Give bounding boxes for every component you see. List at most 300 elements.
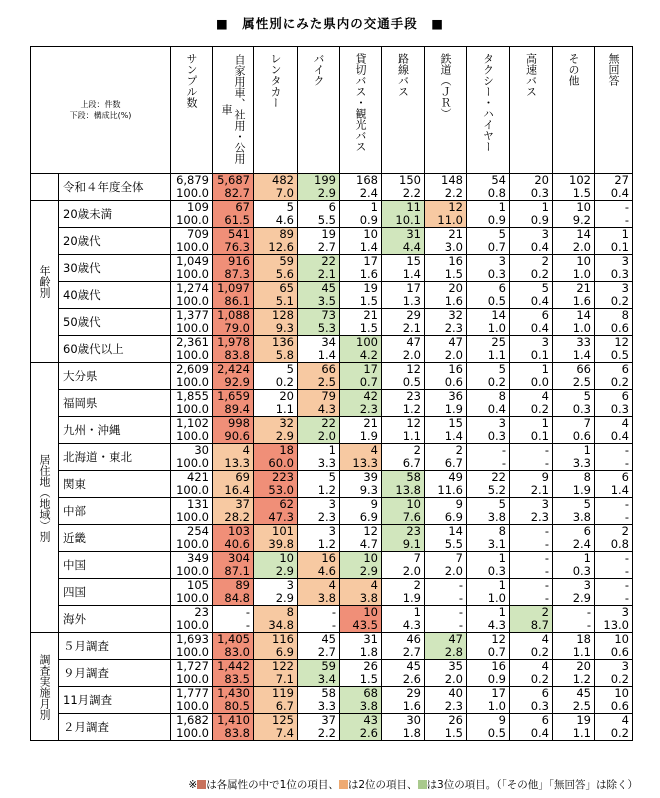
count-cell: 2	[595, 525, 633, 539]
count-cell: 10	[595, 687, 633, 701]
ratio-cell: 0.6	[425, 376, 467, 390]
count-cell: 3	[254, 579, 298, 593]
count-cell: 14	[553, 228, 595, 242]
table-row	[31, 336, 633, 350]
count-cell: 1,442	[213, 660, 254, 674]
count-cell: 32	[254, 417, 298, 431]
ratio-cell: 1.0	[467, 592, 510, 606]
count-cell: 136	[254, 336, 298, 350]
count-cell: 1	[553, 444, 595, 458]
ratio-cell: 1.1	[553, 727, 595, 741]
count-cell: 31	[382, 228, 425, 242]
ratio-cell: 53.0	[254, 484, 298, 498]
count-cell: 14	[467, 309, 510, 323]
group-label-cell	[31, 633, 59, 741]
count-cell: 19	[553, 714, 595, 728]
ratio-cell: 1.8	[340, 646, 382, 660]
count-cell: 17	[467, 687, 510, 701]
legend-note	[0, 777, 638, 792]
ratio-cell: 2.2	[298, 727, 340, 741]
count-cell: 25	[467, 336, 510, 350]
group-label-cell	[31, 201, 59, 363]
row-label: 20歳代	[59, 228, 171, 255]
ratio-cell: 0.6	[595, 322, 633, 336]
ratio-cell: 1.6	[340, 268, 382, 282]
count-cell: 17	[340, 363, 382, 377]
row-label: 30歳代	[59, 255, 171, 282]
ratio-cell: 1.0	[553, 322, 595, 336]
count-cell: 3	[595, 660, 633, 674]
ratio-cell: 0.3	[595, 403, 633, 417]
ratio-cell: 100.0	[171, 403, 213, 417]
rank3-swatch	[418, 780, 427, 789]
count-cell: 5	[254, 363, 298, 377]
table-row	[31, 174, 633, 188]
count-cell: 3	[298, 498, 340, 512]
count-cell: 3	[510, 228, 553, 242]
ratio-cell: 34.8	[254, 619, 298, 633]
ratio-cell: 0.6	[595, 646, 633, 660]
table-row	[31, 525, 633, 539]
ratio-cell: 0.7	[340, 376, 382, 390]
ratio-cell: 6.7	[382, 457, 425, 471]
ratio-cell: 0.3	[553, 565, 595, 579]
ratio-cell: 3.8	[298, 592, 340, 606]
note-prefix: ※	[188, 779, 198, 791]
count-cell: 150	[382, 174, 425, 188]
count-cell: 131	[171, 498, 213, 512]
count-cell: 49	[425, 471, 467, 485]
ratio-cell: 12.6	[254, 241, 298, 255]
ratio-cell: 83.0	[213, 646, 254, 660]
count-cell: 4	[595, 417, 633, 431]
ratio-cell: 87.3	[213, 268, 254, 282]
count-cell: 46	[382, 633, 425, 647]
count-cell: 14	[553, 309, 595, 323]
row-label: 大分県	[59, 363, 171, 390]
ratio-cell: 100.0	[171, 484, 213, 498]
table-row	[31, 309, 633, 323]
ratio-cell: -	[467, 457, 510, 471]
ratio-cell: 100.0	[171, 376, 213, 390]
count-cell: 1,274	[171, 282, 213, 296]
count-cell: 45	[298, 282, 340, 296]
col-header-route-bus: 路線バス	[382, 47, 425, 174]
ratio-cell: 1.6	[553, 295, 595, 309]
ratio-cell: 4.6	[298, 565, 340, 579]
ratio-cell: 100.0	[171, 619, 213, 633]
count-cell: 15	[382, 255, 425, 269]
count-cell: 18	[254, 444, 298, 458]
count-cell: 43	[340, 714, 382, 728]
ratio-cell: 1.1	[382, 430, 425, 444]
count-cell: 29	[382, 687, 425, 701]
ratio-cell: 0.3	[467, 430, 510, 444]
ratio-cell: 1.2	[298, 538, 340, 552]
row-label: 20歳未満	[59, 201, 171, 228]
count-cell: 1	[510, 201, 553, 215]
ratio-cell: 1.2	[382, 403, 425, 417]
count-cell: 23	[171, 606, 213, 620]
count-cell: 122	[254, 660, 298, 674]
ratio-cell: 0.1	[510, 430, 553, 444]
count-cell: 73	[298, 309, 340, 323]
count-cell: 1	[340, 201, 382, 215]
count-cell: 10	[254, 552, 298, 566]
ratio-cell: 1.4	[553, 349, 595, 363]
table-row	[31, 363, 633, 377]
count-cell: 67	[213, 201, 254, 215]
count-cell: 349	[171, 552, 213, 566]
count-cell: 6	[510, 309, 553, 323]
count-cell: 8	[467, 525, 510, 539]
count-cell: 1,097	[213, 282, 254, 296]
ratio-cell: 13.0	[595, 619, 633, 633]
count-cell: 1	[382, 606, 425, 620]
ratio-cell: 2.7	[382, 646, 425, 660]
ratio-cell: 0.7	[467, 646, 510, 660]
count-cell: 1,727	[171, 660, 213, 674]
ratio-cell: 60.0	[254, 457, 298, 471]
ratio-cell: 3.1	[467, 538, 510, 552]
count-cell: 33	[553, 336, 595, 350]
ratio-cell: 0.1	[595, 241, 633, 255]
ratio-cell: 3.3	[298, 457, 340, 471]
count-cell: 1,430	[213, 687, 254, 701]
count-cell: 1,682	[171, 714, 213, 728]
count-cell: 5	[254, 201, 298, 215]
count-cell: 35	[425, 660, 467, 674]
ratio-cell: 92.9	[213, 376, 254, 390]
ratio-cell: 0.9	[467, 214, 510, 228]
ratio-cell: 0.5	[467, 295, 510, 309]
count-cell: 5	[510, 282, 553, 296]
ratio-cell: 1.8	[382, 727, 425, 741]
count-cell: 2	[510, 606, 553, 620]
row-label: 40歳代	[59, 282, 171, 309]
ratio-cell: 90.6	[213, 430, 254, 444]
ratio-cell: 6.9	[340, 511, 382, 525]
ratio-cell: 0.3	[510, 187, 553, 201]
count-cell: 6	[510, 714, 553, 728]
ratio-cell: 28.2	[213, 511, 254, 525]
ratio-cell: 86.1	[213, 295, 254, 309]
ratio-cell: 0.7	[467, 241, 510, 255]
ratio-cell: 2.3	[298, 511, 340, 525]
count-cell: 1,405	[213, 633, 254, 647]
table-row	[31, 228, 633, 242]
ratio-cell: 13.3	[213, 457, 254, 471]
count-cell: 21	[425, 228, 467, 242]
ratio-cell: 5.2	[467, 484, 510, 498]
count-cell: -	[425, 579, 467, 593]
row-label: 近畿	[59, 525, 171, 552]
ratio-cell: 9.3	[340, 484, 382, 498]
count-cell: 2,424	[213, 363, 254, 377]
count-cell: 12	[382, 417, 425, 431]
ratio-cell: 2.9	[553, 592, 595, 606]
count-cell: 7	[382, 552, 425, 566]
ratio-cell: 2.5	[298, 376, 340, 390]
ratio-cell: 82.7	[213, 187, 254, 201]
ratio-cell: 2.9	[254, 592, 298, 606]
ratio-cell: 2.1	[382, 322, 425, 336]
count-cell: 5	[467, 498, 510, 512]
ratio-cell: 6.7	[254, 700, 298, 714]
ratio-cell: 2.6	[382, 673, 425, 687]
count-cell: 10	[553, 255, 595, 269]
ratio-cell: -	[595, 565, 633, 579]
table-row	[31, 606, 633, 620]
ratio-cell: 1.5	[425, 268, 467, 282]
count-cell: 12	[467, 633, 510, 647]
ratio-cell: -	[425, 592, 467, 606]
ratio-cell: 100.0	[171, 349, 213, 363]
count-cell: 1	[467, 552, 510, 566]
ratio-cell: 87.1	[213, 565, 254, 579]
row-label: 令和４年度全体	[59, 174, 171, 201]
ratio-cell: 1.9	[553, 484, 595, 498]
ratio-cell: 0.4	[595, 430, 633, 444]
count-cell: -	[425, 606, 467, 620]
ratio-cell: 100.0	[171, 295, 213, 309]
ratio-cell: 0.0	[510, 376, 553, 390]
ratio-cell: 1.9	[425, 403, 467, 417]
ratio-cell: 5.6	[254, 268, 298, 282]
group-label: 年齢別	[38, 265, 51, 298]
ratio-cell: 10.1	[382, 214, 425, 228]
ratio-cell: 0.3	[467, 268, 510, 282]
ratio-cell: 2.0	[553, 241, 595, 255]
count-cell: 5,687	[213, 174, 254, 188]
count-cell: 10	[382, 498, 425, 512]
ratio-cell: 11.0	[425, 214, 467, 228]
count-cell: 11	[382, 201, 425, 215]
ratio-cell: 0.5	[382, 376, 425, 390]
note-rank3: は3位の項目。（「その他」「無回答」は除く）	[426, 779, 638, 791]
ratio-cell: -	[595, 457, 633, 471]
ratio-cell: -	[298, 619, 340, 633]
count-cell: 59	[298, 660, 340, 674]
count-cell: 58	[298, 687, 340, 701]
ratio-cell: 3.5	[298, 295, 340, 309]
count-cell: 109	[171, 201, 213, 215]
ratio-cell: 3.8	[467, 511, 510, 525]
count-cell: 62	[254, 498, 298, 512]
count-cell: -	[595, 498, 633, 512]
ratio-cell: 89.4	[213, 403, 254, 417]
note-rank1: は各属性の中で1位の項目、	[206, 779, 339, 791]
ratio-cell: 0.4	[595, 187, 633, 201]
ratio-cell: 3.3	[298, 700, 340, 714]
row-label: 中国	[59, 552, 171, 579]
col-header-motorbike: バイク	[298, 47, 340, 174]
count-cell: 1	[467, 606, 510, 620]
ratio-cell: 1.4	[382, 268, 425, 282]
count-cell: 16	[467, 660, 510, 674]
count-cell: 3	[595, 606, 633, 620]
ratio-cell: 2.3	[340, 403, 382, 417]
count-cell: 10	[340, 606, 382, 620]
col-header-charter-bus: 貸切バス・観光バス	[340, 47, 382, 174]
count-cell: -	[510, 579, 553, 593]
count-cell: 1,693	[171, 633, 213, 647]
count-cell: 12	[425, 201, 467, 215]
ratio-cell: 5.8	[254, 349, 298, 363]
count-cell: 21	[340, 417, 382, 431]
ratio-cell: 9.2	[553, 214, 595, 228]
count-cell: 1,978	[213, 336, 254, 350]
col-header-sample: サンプル数	[171, 47, 213, 174]
table-row	[31, 552, 633, 566]
row-label: 海外	[59, 606, 171, 633]
ratio-cell: 2.3	[425, 700, 467, 714]
count-cell: 6	[553, 525, 595, 539]
ratio-cell: 2.0	[425, 673, 467, 687]
count-cell: 998	[213, 417, 254, 431]
count-cell: 6	[595, 471, 633, 485]
col-header-railway: 鉄道（ＪＲ）	[425, 47, 467, 174]
ratio-cell: 0.6	[553, 430, 595, 444]
count-cell: 10	[595, 633, 633, 647]
ratio-cell: 2.9	[254, 430, 298, 444]
ratio-cell: 7.1	[254, 673, 298, 687]
count-cell: 6	[298, 201, 340, 215]
count-cell: 7	[425, 552, 467, 566]
count-cell: 47	[425, 633, 467, 647]
ratio-cell: 0.3	[595, 268, 633, 282]
count-cell: 709	[171, 228, 213, 242]
ratio-cell: 0.2	[510, 673, 553, 687]
ratio-cell: -	[213, 619, 254, 633]
count-cell: 6	[595, 390, 633, 404]
ratio-cell: 83.5	[213, 673, 254, 687]
count-cell: 12	[595, 336, 633, 350]
count-cell: 22	[467, 471, 510, 485]
ratio-cell: 1.3	[382, 295, 425, 309]
ratio-cell: -	[595, 592, 633, 606]
count-cell: 10	[340, 552, 382, 566]
count-cell: 3	[553, 579, 595, 593]
count-cell: 20	[425, 282, 467, 296]
count-cell: 102	[553, 174, 595, 188]
count-cell: 16	[298, 552, 340, 566]
ratio-cell: 100.0	[171, 673, 213, 687]
ratio-cell: 0.8	[467, 187, 510, 201]
rank2-swatch	[339, 780, 348, 789]
count-cell: 26	[425, 714, 467, 728]
count-cell: 29	[382, 309, 425, 323]
count-cell: 39	[340, 471, 382, 485]
count-cell: 2,609	[171, 363, 213, 377]
ratio-cell: 2.0	[382, 349, 425, 363]
ratio-cell: 80.5	[213, 700, 254, 714]
count-cell: 15	[425, 417, 467, 431]
count-cell: 12	[382, 363, 425, 377]
count-cell: 89	[213, 579, 254, 593]
page-title: ■ 属性別にみた県内の交通手段 ■	[215, 16, 445, 31]
count-cell: 20	[553, 660, 595, 674]
ratio-cell: 1.2	[553, 673, 595, 687]
count-cell: 2	[382, 444, 425, 458]
count-cell: 5	[553, 390, 595, 404]
count-cell: 4	[595, 714, 633, 728]
ratio-cell: 0.3	[553, 403, 595, 417]
ratio-cell: 6.7	[425, 457, 467, 471]
ratio-cell: 0.3	[467, 565, 510, 579]
row-label: ９月調査	[59, 660, 171, 687]
transport-table	[30, 46, 633, 741]
ratio-cell: 100.0	[171, 214, 213, 228]
ratio-cell: 1.1	[254, 403, 298, 417]
ratio-cell: 3.8	[340, 592, 382, 606]
ratio-cell: 3.0	[425, 241, 467, 255]
ratio-cell: 100.0	[171, 646, 213, 660]
ratio-cell: -	[510, 538, 553, 552]
count-cell: 26	[340, 660, 382, 674]
group-label: 居住地（地域）別	[38, 453, 51, 542]
ratio-cell: 2.0	[425, 565, 467, 579]
ratio-cell: 2.7	[298, 241, 340, 255]
ratio-cell: 0.4	[510, 241, 553, 255]
count-cell: 2,361	[171, 336, 213, 350]
count-cell: 66	[553, 363, 595, 377]
count-cell: 89	[254, 228, 298, 242]
count-cell: 45	[298, 633, 340, 647]
count-cell: 9	[425, 498, 467, 512]
row-label: ２月調査	[59, 714, 171, 741]
ratio-cell: -	[595, 214, 633, 228]
count-cell: 1	[467, 579, 510, 593]
ratio-cell: 40.6	[213, 538, 254, 552]
ratio-cell: -	[510, 592, 553, 606]
count-cell: 4	[340, 444, 382, 458]
count-cell: 1,410	[213, 714, 254, 728]
ratio-cell: 100.0	[171, 592, 213, 606]
ratio-cell: 3.4	[298, 673, 340, 687]
count-cell: 47	[425, 336, 467, 350]
ratio-cell: 4.7	[340, 538, 382, 552]
ratio-cell: 5.5	[298, 214, 340, 228]
count-cell: 304	[213, 552, 254, 566]
group-label-cell	[31, 363, 59, 633]
count-cell: 1	[510, 363, 553, 377]
count-cell: 148	[425, 174, 467, 188]
count-cell: 17	[382, 282, 425, 296]
ratio-cell: 0.6	[595, 700, 633, 714]
ratio-cell: 3.3	[553, 457, 595, 471]
row-label: 中部	[59, 498, 171, 525]
count-cell: 1,777	[171, 687, 213, 701]
count-cell: 128	[254, 309, 298, 323]
count-cell: 19	[340, 282, 382, 296]
ratio-cell: 1.1	[553, 646, 595, 660]
count-cell: -	[298, 606, 340, 620]
ratio-cell: 2.3	[425, 322, 467, 336]
ratio-cell: 1.2	[298, 484, 340, 498]
table-row	[31, 687, 633, 701]
count-cell: 1,377	[171, 309, 213, 323]
count-cell: 116	[254, 633, 298, 647]
count-cell: 1,049	[171, 255, 213, 269]
count-cell: 1	[467, 201, 510, 215]
count-cell: -	[510, 552, 553, 566]
ratio-cell: 100.0	[171, 565, 213, 579]
count-cell: 125	[254, 714, 298, 728]
rank1-swatch	[197, 780, 206, 789]
count-cell: 4	[510, 633, 553, 647]
count-cell: 1	[595, 228, 633, 242]
